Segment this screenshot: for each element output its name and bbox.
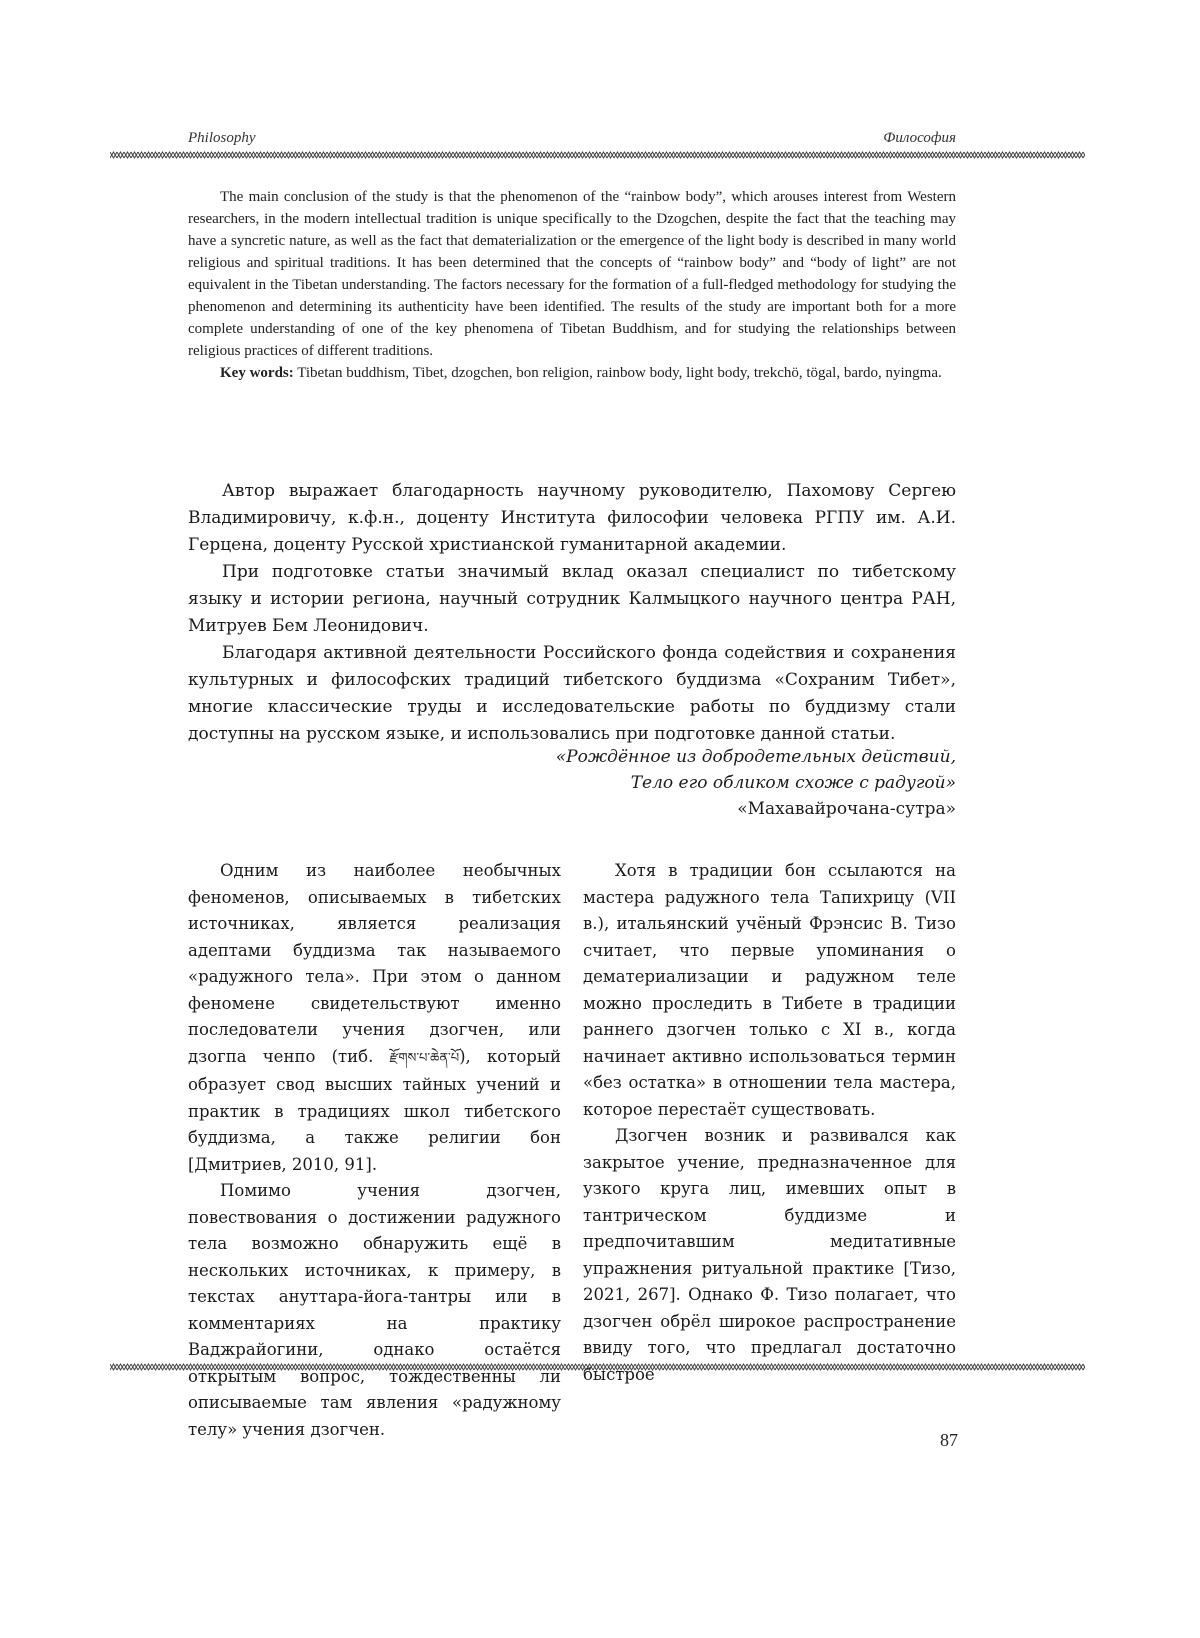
epigraph-line-2: Тело его обликом схоже с радугой»	[188, 770, 956, 796]
page-number: 87	[940, 1430, 958, 1451]
column-left	[188, 858, 561, 1443]
body-columns	[188, 858, 956, 1443]
top-ornament-rule	[110, 150, 1085, 160]
column-right	[583, 858, 956, 1443]
keywords	[188, 362, 956, 384]
header-left: Philosophy	[188, 130, 256, 147]
bottom-ornament-rule	[110, 1362, 1085, 1372]
acknowledgements	[188, 478, 956, 748]
body-paragraph	[188, 858, 561, 1178]
abstract	[188, 186, 956, 384]
ack-paragraph-1: Автор выражает благодарность научному руководителю, Пахомову Сергею Владимировичу, к.ф.н., доценту Института философии человека РГПУ им. А.И. Герцена, доценту Русской христианской гуманитарной академии.	[188, 478, 956, 559]
body-text: Одним из наиболее необычных феноменов, описываемых в тибетских источниках, является реализация адептами буддизма так называемого «радужного тела». При этом о данном феномене свидетельствуют именно последователи учения дзогчен, или дзогпа ченпо (тиб.	[188, 861, 561, 1066]
tibetan-term: རྫོགས་པ་ཆེན་པོ	[390, 1051, 460, 1066]
epigraph	[188, 744, 956, 822]
epigraph-line-1: «Рождённое из добродетельных действий,	[188, 744, 956, 770]
epigraph-source: «Махавайрочана-сутра»	[188, 796, 956, 822]
ack-paragraph-3: Благодаря активной деятельности Российского фонда содействия и сохранения культурных и философских традиций тибетского буддизма «Сохраним Тибет», многие классические труды и исследовательские работы по буддизму стали доступны на русском языке, и использовались при подготовке данной статьи.	[188, 640, 956, 748]
body-paragraph: Дзогчен возник и развивался как закрытое учение, предназначенное для узкого круга лиц, имевших опыт в тантрическом буддизме и предпочитавшим медитативные упражнения ритуальной практике [Тизо, 2021, 267]. Однако Ф. Тизо полагает, что дзогчен обрёл широкое распространение ввиду того, что предлагал достаточно быстрое	[583, 1123, 956, 1388]
ack-paragraph-2: При подготовке статьи значимый вклад оказал специалист по тибетскому языку и истории региона, научный сотрудник Калмыцкого научного центра РАН, Митруев Бем Леонидович.	[188, 559, 956, 640]
running-header	[188, 130, 956, 147]
body-paragraph: Хотя в традиции бон ссылаются на мастера радужного тела Тапихрицу (VII в.), итальянский учёный Фрэнсис В. Тизо считает, что первые упоминания о дематериализации и радужном теле можно проследить в Тибете в традиции раннего дзогчен только с XI в., когда начинает активно использоваться термин «без остатка» в отношении тела мастера, которое перестаёт существовать.	[583, 858, 956, 1123]
abstract-text: The main conclusion of the study is that the phenomenon of the “rainbow body”, which arouses interest from Western researchers, in the modern intellectual tradition is unique specifically to the Dzogchen, despite the fact that the teaching may have a syncretic nature, as well as the fact that dematerialization or the emergence of the light body is described in many world religious and spiritual traditions. It has been determined that the concepts of “rainbow body” and “body of light” are not equivalent in the Tibetan understanding. The factors necessary for the formation of a full-fledged methodology for studying the phenomenon and determining its authenticity have been identified. The results of the study are important both for a more complete understanding of one of the key phenomena of Tibetan Buddhism, and for studying the relationships between religious practices of different traditions.	[188, 186, 956, 362]
body-paragraph: Помимо учения дзогчен, повествования о достижении радужного тела возможно обнаружить ещё в нескольких источниках, к примеру, в текстах ануттара-йога-тантры или в комментариях на практику Ваджрайогини, однако остаётся открытым вопрос, тождественны ли описываемые там явления «радужному телу» учения дзогчен.	[188, 1178, 561, 1443]
body-text: ), который образует свод высших тайных учений и практик в традициях школ тибетского буддизма, а также религии бон [Дмитриев, 2010, 91].	[188, 1047, 561, 1174]
header-right: Философия	[883, 130, 956, 147]
keywords-list: Tibetan buddhism, Tibet, dzogchen, bon religion, rainbow body, light body, trekchö, tögal, bardo, nyingma.	[294, 365, 942, 381]
keywords-label: Key words:	[220, 365, 294, 381]
